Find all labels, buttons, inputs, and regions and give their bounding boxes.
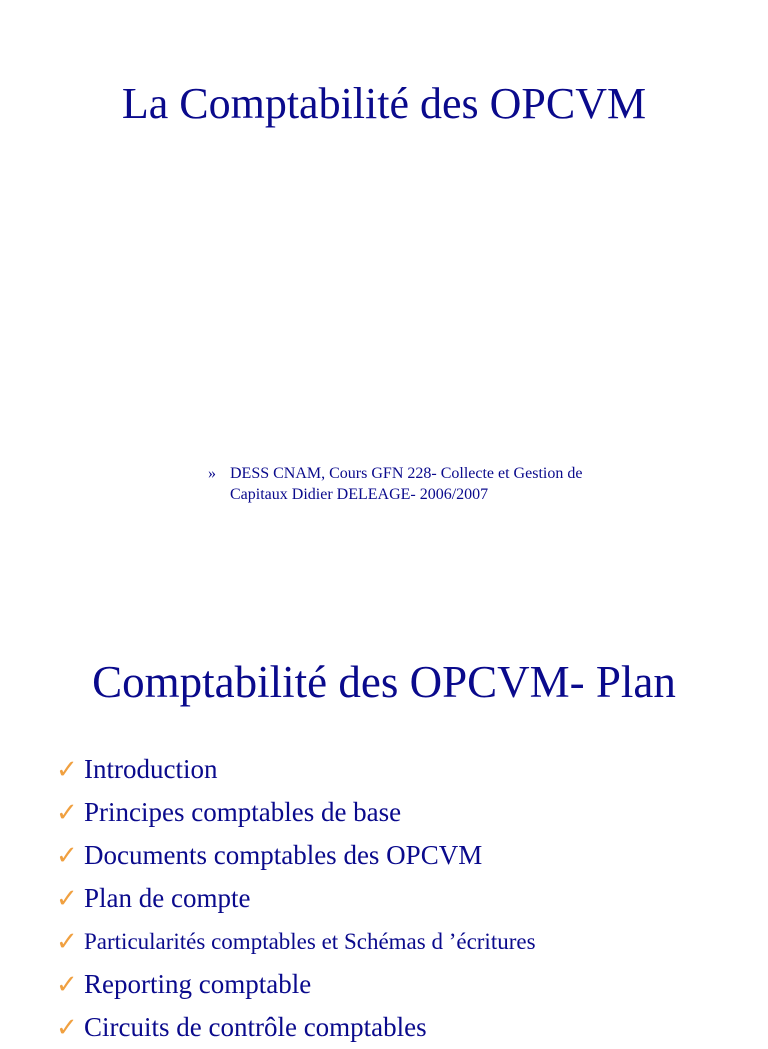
plan-item-label: Principes comptables de base	[84, 797, 402, 827]
slide-title: La Comptabilité des OPCVM	[121, 79, 647, 128]
checkmark-icon: ✓	[56, 927, 78, 956]
checkmark-icon: ✓	[56, 970, 78, 999]
bullet-icon: »	[208, 465, 216, 482]
plan-item	[56, 920, 536, 963]
plan-item	[56, 834, 536, 877]
plan-item-label: Particularités comptables et Schémas d ’écritures	[84, 929, 536, 954]
course-info-text	[230, 463, 728, 505]
plan-item-label: Documents comptables des OPCVM	[84, 840, 483, 870]
plan-item	[56, 877, 536, 920]
checkmark-icon: ✓	[56, 755, 78, 784]
plan-item-label: Reporting comptable	[84, 969, 312, 999]
course-info	[208, 463, 728, 505]
checkmark-icon: ✓	[56, 798, 78, 827]
plan-item-label: Circuits de contrôle comptables	[84, 1012, 427, 1042]
plan-item	[56, 963, 536, 1006]
plan-item	[56, 791, 536, 834]
checkmark-icon: ✓	[56, 884, 78, 913]
plan-item	[56, 748, 536, 791]
plan-list	[56, 748, 536, 1049]
plan-title: Comptabilité des OPCVM- Plan	[92, 657, 676, 707]
course-info-line-2: Capitaux Didier DELEAGE- 2006/2007	[230, 486, 489, 503]
plan-item-label: Plan de compte	[84, 883, 251, 913]
plan-item	[56, 1006, 536, 1049]
checkmark-icon: ✓	[56, 841, 78, 870]
course-info-line-1: DESS CNAM, Cours GFN 228- Collecte et Gestion de	[230, 465, 583, 482]
plan-item-label: Introduction	[84, 754, 218, 784]
checkmark-icon: ✓	[56, 1013, 78, 1042]
plan-slide	[0, 590, 768, 1042]
